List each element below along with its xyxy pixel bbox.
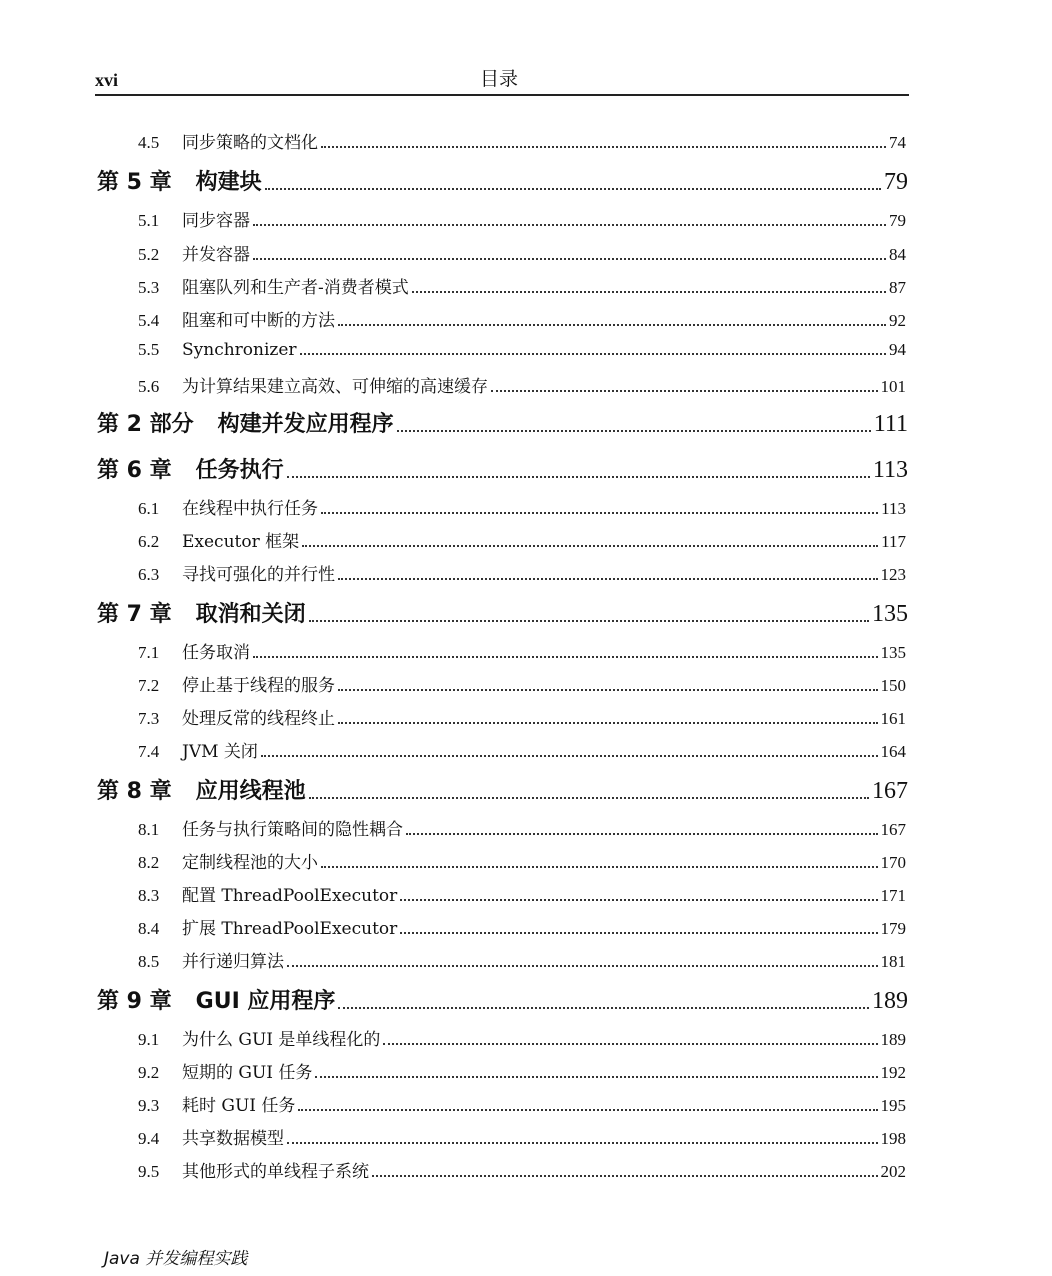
toc-leader-dots <box>400 899 877 901</box>
running-head: 目录 <box>480 68 519 90</box>
toc-entry-title: 并行递归算法 <box>182 952 284 972</box>
toc-entry-title: 构建块 <box>195 170 262 195</box>
toc-entry-number: 第 2 部分 <box>97 412 194 437</box>
toc-leader-dots <box>338 578 878 580</box>
toc-entry-page: 113 <box>872 457 908 483</box>
toc-entry-number: 第 8 章 <box>97 779 172 804</box>
toc-entry-title: 停止基于线程的服务 <box>182 676 335 696</box>
toc-entry-title: 同步策略的文档化 <box>182 133 318 153</box>
toc-entry-page: 161 <box>880 709 906 728</box>
toc-section-entry[interactable] <box>138 1157 906 1182</box>
toc-section-entry[interactable] <box>138 240 906 265</box>
toc-entry-title: 共享数据模型 <box>182 1129 284 1149</box>
toc-chapter-entry[interactable] <box>97 984 908 1015</box>
toc-entry-page: 179 <box>880 919 906 938</box>
toc-entry-title: Synchronizer <box>182 340 297 360</box>
toc-leader-dots <box>338 1007 869 1009</box>
toc-chapter-entry[interactable] <box>97 165 908 196</box>
toc-section-entry[interactable] <box>138 1025 906 1050</box>
toc-entry-title: 寻找可强化的并行性 <box>182 565 335 585</box>
toc-leader-dots <box>383 1043 877 1045</box>
toc-leader-dots <box>302 545 878 547</box>
toc-entry-number: 9.2 <box>138 1063 160 1082</box>
toc-entry-title: 构建并发应用程序 <box>217 412 394 437</box>
toc-leader-dots <box>491 390 878 392</box>
toc-entry-number: 5.1 <box>138 211 160 230</box>
toc-leader-dots <box>287 965 878 967</box>
toc-entry-title: 处理反常的线程终止 <box>182 709 335 729</box>
toc-leader-dots <box>300 353 886 355</box>
toc-section-entry[interactable] <box>138 273 906 298</box>
toc-entry-page: 84 <box>889 245 906 264</box>
toc-entry-page: 167 <box>880 820 906 839</box>
toc-leader-dots <box>372 1175 878 1177</box>
toc-entry-title: 配置 ThreadPoolExecutor <box>182 886 398 906</box>
toc-leader-dots <box>265 188 881 190</box>
toc-leader-dots <box>412 291 886 293</box>
toc-entry-number: 第 6 章 <box>97 458 172 483</box>
page-number: xvi <box>95 70 119 90</box>
toc-leader-dots <box>400 932 877 934</box>
toc-entry-page: 167 <box>872 778 908 804</box>
toc-section-entry[interactable] <box>138 206 906 231</box>
toc-entry-page: 150 <box>880 676 906 695</box>
toc-entry-title: 定制线程池的大小 <box>182 853 318 873</box>
toc-entry-page: 92 <box>889 311 906 330</box>
toc-entry-title: GUI 应用程序 <box>195 989 336 1014</box>
toc-entry-title: 为计算结果建立高效、可伸缩的高速缓存 <box>182 377 488 397</box>
toc-leader-dots <box>321 866 878 868</box>
toc-entry-title: 扩展 ThreadPoolExecutor <box>182 919 398 939</box>
toc-entry-title: 并发容器 <box>182 245 250 265</box>
toc-entry-page: 123 <box>880 565 906 584</box>
toc-section-entry[interactable] <box>138 1058 906 1083</box>
toc-entry-number: 7.3 <box>138 709 160 728</box>
toc-entry-title: 为什么 GUI 是单线程化的 <box>182 1030 381 1050</box>
toc-leader-dots <box>397 430 871 432</box>
toc-section-entry[interactable] <box>138 1124 906 1149</box>
toc-entry-page: 94 <box>889 340 906 359</box>
toc-section-entry[interactable] <box>138 340 906 360</box>
toc-entry-page: 111 <box>873 411 908 437</box>
toc-entry-page: 198 <box>880 1129 906 1148</box>
toc-entry-page: 189 <box>880 1030 906 1049</box>
toc-leader-dots <box>321 146 886 148</box>
toc-leader-dots <box>309 797 869 799</box>
toc-entry-page: 171 <box>880 886 906 905</box>
toc-entry-page: 87 <box>889 278 906 297</box>
toc-entry-page: 117 <box>881 532 906 551</box>
toc-leader-dots <box>338 722 878 724</box>
toc-section-entry[interactable] <box>138 494 906 519</box>
toc-entry-page: 202 <box>880 1162 906 1181</box>
toc-entry-number: 7.1 <box>138 643 160 662</box>
toc-section-entry[interactable] <box>138 560 906 585</box>
toc-entry-number: 6.3 <box>138 565 160 584</box>
toc-leader-dots <box>253 224 886 226</box>
toc-leader-dots <box>261 755 878 757</box>
toc-leader-dots <box>253 258 886 260</box>
toc-leader-dots <box>287 476 870 478</box>
toc-entry-number: 9.5 <box>138 1162 160 1181</box>
toc-section-entry[interactable] <box>138 914 906 939</box>
toc-section-entry[interactable] <box>138 947 906 972</box>
toc-entry-number: 9.3 <box>138 1096 160 1115</box>
toc-entry-page: 79 <box>884 169 908 195</box>
toc-section-entry[interactable] <box>138 372 906 397</box>
header-rule <box>95 94 909 96</box>
toc-entry-number: 7.2 <box>138 676 160 695</box>
toc-entry-title: 短期的 GUI 任务 <box>182 1063 313 1083</box>
toc-chapter-entry[interactable] <box>97 407 908 438</box>
toc-section-entry[interactable] <box>138 306 906 331</box>
toc-section-entry[interactable] <box>138 527 906 552</box>
toc-entry-page: 192 <box>880 1063 906 1082</box>
toc-entry-title: 取消和关闭 <box>195 602 306 627</box>
toc-entry-number: 6.1 <box>138 499 160 518</box>
toc-leader-dots <box>253 656 878 658</box>
toc-entry-number: 9.1 <box>138 1030 160 1049</box>
toc-entry-title: 耗时 GUI 任务 <box>182 1096 296 1116</box>
toc-entry-page: 181 <box>880 952 906 971</box>
toc-entry-number: 8.4 <box>138 919 160 938</box>
toc-section-entry[interactable] <box>138 638 906 663</box>
toc-entry-number: 5.5 <box>138 340 160 359</box>
toc-leader-dots <box>287 1142 878 1144</box>
toc-entry-number: 5.2 <box>138 245 160 264</box>
toc-entry-title: JVM 关闭 <box>182 742 258 762</box>
toc-leader-dots <box>298 1109 877 1111</box>
footer-book-title: Java 并发编程实践 <box>104 1249 248 1269</box>
toc-section-entry[interactable] <box>138 704 906 729</box>
toc-entry-page: 113 <box>881 499 906 518</box>
toc-entry-number: 8.5 <box>138 952 160 971</box>
toc-entry-number: 6.2 <box>138 532 160 551</box>
toc-entry-number: 第 5 章 <box>97 170 172 195</box>
toc-entry-number: 7.4 <box>138 742 160 761</box>
toc-leader-dots <box>338 324 886 326</box>
toc-entry-title: 其他形式的单线程子系统 <box>182 1162 369 1182</box>
toc-chapter-entry[interactable] <box>97 453 908 484</box>
toc-section-entry[interactable] <box>138 128 906 153</box>
toc-chapter-entry[interactable] <box>97 597 908 628</box>
toc-entry-page: 79 <box>889 211 906 230</box>
toc-section-entry[interactable] <box>138 848 906 873</box>
toc-entry-title: 阻塞队列和生产者-消费者模式 <box>182 278 409 298</box>
toc-entry-page: 135 <box>872 601 908 627</box>
toc-entry-page: 164 <box>880 742 906 761</box>
toc-section-entry[interactable] <box>138 1091 906 1116</box>
toc-entry-number: 8.1 <box>138 820 160 839</box>
toc-entry-title: 阻塞和可中断的方法 <box>182 311 335 331</box>
toc-leader-dots <box>321 512 878 514</box>
toc-entry-title: Executor 框架 <box>182 532 300 552</box>
toc-entry-number: 5.4 <box>138 311 160 330</box>
toc-section-entry[interactable] <box>138 881 906 906</box>
toc-chapter-entry[interactable] <box>97 774 908 805</box>
toc-section-entry[interactable] <box>138 815 906 840</box>
toc-entry-title: 任务执行 <box>195 458 284 483</box>
toc-entry-page: 170 <box>880 853 906 872</box>
toc-entry-number: 8.2 <box>138 853 160 872</box>
toc-entry-title: 任务取消 <box>182 643 250 663</box>
toc-leader-dots <box>315 1076 877 1078</box>
toc-entry-title: 同步容器 <box>182 211 250 231</box>
toc-entry-number: 5.6 <box>138 377 160 396</box>
toc-entry-page: 195 <box>880 1096 906 1115</box>
toc-leader-dots <box>309 620 869 622</box>
toc-entry-page: 135 <box>880 643 906 662</box>
toc-entry-title: 任务与执行策略间的隐性耦合 <box>182 820 403 840</box>
toc-entry-page: 74 <box>889 133 906 152</box>
toc-entry-page: 101 <box>880 377 906 396</box>
toc-entry-title: 在线程中执行任务 <box>182 499 318 519</box>
toc-section-entry[interactable] <box>138 671 906 696</box>
toc-entry-title: 应用线程池 <box>195 779 306 804</box>
toc-leader-dots <box>338 689 878 691</box>
toc-entry-page: 189 <box>872 988 908 1014</box>
toc-leader-dots <box>406 833 878 835</box>
toc-entry-number: 4.5 <box>138 133 160 152</box>
toc-entry-number: 9.4 <box>138 1129 160 1148</box>
toc-entry-number: 第 7 章 <box>97 602 172 627</box>
toc-section-entry[interactable] <box>138 737 906 762</box>
toc-entry-number: 5.3 <box>138 278 160 297</box>
toc-entry-number: 8.3 <box>138 886 160 905</box>
toc-entry-number: 第 9 章 <box>97 989 172 1014</box>
